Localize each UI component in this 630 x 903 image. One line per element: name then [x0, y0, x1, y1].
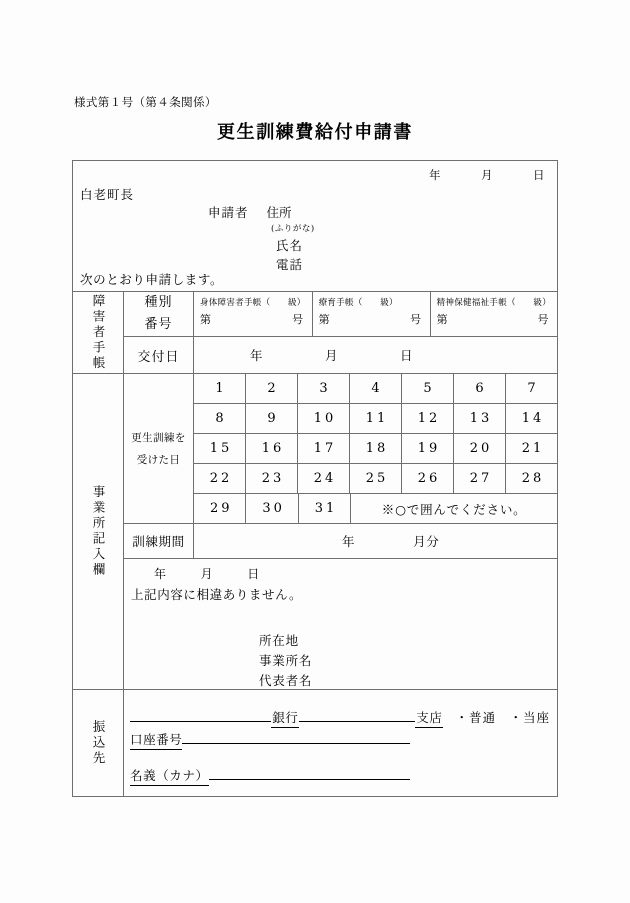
business-side-label: 事業所記入欄 [91, 485, 106, 578]
mental-cert-prefix: 第 [436, 313, 449, 326]
account-number-line [130, 728, 410, 750]
day-cell[interactable]: 30 [245, 494, 297, 523]
training-days-row [123, 374, 557, 523]
confirm-year-label: 年 [154, 567, 167, 581]
address-label: 住所 [266, 205, 292, 220]
confirmation-date-line [154, 565, 260, 582]
day-cell[interactable]: 16 [245, 434, 297, 463]
training-days-grid-row [193, 374, 557, 403]
applicant-section [73, 161, 557, 291]
addressee-label: 白老町長 [80, 187, 135, 202]
location-label: 所在地 [259, 633, 299, 648]
issue-date-value [193, 337, 557, 373]
training-days-grid-row [193, 463, 557, 493]
mental-cert-suffix: 号 [537, 313, 549, 326]
training-days-grid-row [193, 433, 557, 463]
branch-word-label: 支店 [415, 708, 443, 728]
certificate-column-physical [193, 292, 312, 336]
day-cell[interactable]: 8 [193, 404, 245, 433]
account-name-line [130, 764, 410, 786]
bank-name-input[interactable] [130, 706, 271, 722]
business-body [123, 374, 557, 689]
account-number-label: 口座番号 [130, 730, 182, 750]
confirm-day-label: 日 [247, 567, 260, 581]
confirmation-signature-fields [259, 631, 312, 691]
office-name-label: 事業所名 [259, 653, 313, 668]
certificate-column-rehabilitation [312, 292, 430, 336]
physical-cert-kind: 身体障害者手帳（ 級） [200, 298, 306, 308]
day-cell[interactable]: 31 [298, 494, 350, 523]
training-days-grid-row-last [193, 493, 557, 523]
day-cell[interactable]: 17 [297, 434, 349, 463]
bank-section [73, 689, 557, 796]
apply-note: 次のとおり申請します。 [80, 272, 224, 287]
page-title: 更生訓練費給付申請書 [217, 122, 413, 143]
day-cell[interactable]: 1 [193, 374, 245, 403]
certificate-section [73, 291, 557, 373]
training-days-label-line2: 受けた日 [136, 453, 181, 466]
confirmation-statement: 上記内容に相違ありません。 [131, 587, 303, 602]
period-year-label: 年 [342, 534, 356, 549]
date-year-label: 年 [429, 168, 441, 182]
applicant-fields [208, 203, 315, 274]
day-cell[interactable]: 21 [505, 434, 557, 463]
mental-cert-kind: 精神保健福祉手帳（ 級） [436, 298, 551, 308]
day-cell[interactable]: 7 [505, 374, 557, 403]
training-days-label-line1: 更生訓練を [131, 431, 186, 444]
number-label: 番号 [144, 317, 173, 332]
representative-name-label: 代表者名 [259, 673, 313, 688]
day-cell[interactable]: 18 [349, 434, 401, 463]
certificate-type-row [123, 292, 557, 336]
day-cell[interactable]: 11 [349, 404, 401, 433]
certificate-body [123, 292, 557, 373]
day-cell[interactable]: 6 [453, 374, 505, 403]
training-days-label [123, 374, 193, 523]
circle-instruction-note: ※○で囲んでください。 [350, 494, 557, 523]
phone-label: 電話 [276, 257, 304, 272]
furigana-label: (ふりがな) [271, 224, 315, 234]
account-number-input[interactable] [182, 728, 410, 744]
day-cell[interactable]: 14 [505, 404, 557, 433]
type-label: 種別 [144, 295, 173, 310]
day-cell[interactable]: 15 [193, 434, 245, 463]
bank-word-label: 銀行 [271, 708, 299, 728]
business-section [73, 373, 557, 689]
bank-branch-line [130, 706, 550, 728]
certificate-issue-row [123, 336, 557, 373]
training-period-value [193, 524, 557, 558]
day-cell[interactable]: 20 [453, 434, 505, 463]
applicant-label: 申請者 [208, 205, 249, 220]
issue-day-label: 日 [400, 348, 414, 363]
day-cell[interactable]: 26 [401, 464, 453, 493]
training-days-grid [193, 374, 557, 523]
day-cell[interactable]: 28 [505, 464, 557, 493]
form-number: 様式第１号（第４条関係） [74, 95, 217, 109]
day-cell[interactable]: 3 [297, 374, 349, 403]
day-cell[interactable]: 24 [297, 464, 349, 493]
training-period-row [123, 523, 557, 558]
branch-name-input[interactable] [299, 706, 415, 722]
confirm-month-label: 月 [200, 567, 214, 581]
training-days-grid-row [193, 403, 557, 433]
day-cell[interactable]: 23 [245, 464, 297, 493]
certificate-side-label: 障害者手帳 [91, 293, 106, 372]
day-cell[interactable]: 27 [453, 464, 505, 493]
date-day-label: 日 [533, 168, 545, 182]
day-cell[interactable]: 19 [401, 434, 453, 463]
confirmation-row [123, 558, 557, 689]
day-cell[interactable]: 4 [349, 374, 401, 403]
day-cell[interactable]: 25 [349, 464, 401, 493]
rehab-cert-prefix: 第 [318, 313, 331, 326]
day-cell[interactable]: 2 [245, 374, 297, 403]
day-cell[interactable]: 10 [297, 404, 349, 433]
day-cell[interactable]: 22 [193, 464, 245, 493]
day-cell[interactable]: 13 [453, 404, 505, 433]
certificate-column-mental [430, 292, 557, 336]
physical-cert-suffix: 号 [292, 313, 304, 326]
physical-cert-prefix: 第 [200, 313, 212, 326]
issue-year-label: 年 [250, 348, 264, 363]
training-period-label: 訓練期間 [123, 524, 193, 558]
account-name-input[interactable] [209, 764, 410, 780]
issue-month-label: 月 [325, 348, 339, 363]
application-form-table [72, 160, 558, 797]
account-type-options[interactable]: ・普通 ・当座 [455, 710, 550, 725]
rehab-cert-kind: 療育手帳（ 級） [318, 298, 398, 308]
account-name-label: 名義（カナ） [130, 766, 209, 786]
issue-date-label: 交付日 [123, 337, 193, 373]
date-month-label: 月 [481, 168, 493, 182]
name-label: 氏名 [276, 238, 304, 253]
day-cell[interactable]: 9 [245, 404, 297, 433]
application-date-line [429, 167, 545, 183]
day-cell[interactable]: 12 [401, 404, 453, 433]
certificate-type-number-labels [123, 292, 193, 336]
period-month-label: 月分 [413, 534, 440, 549]
bank-details-block [123, 690, 557, 796]
rehab-cert-suffix: 号 [410, 313, 422, 326]
day-cell[interactable]: 5 [401, 374, 453, 403]
day-cell[interactable]: 29 [193, 494, 245, 523]
confirmation-block [123, 559, 557, 689]
bank-side-label: 振込先 [91, 719, 106, 767]
